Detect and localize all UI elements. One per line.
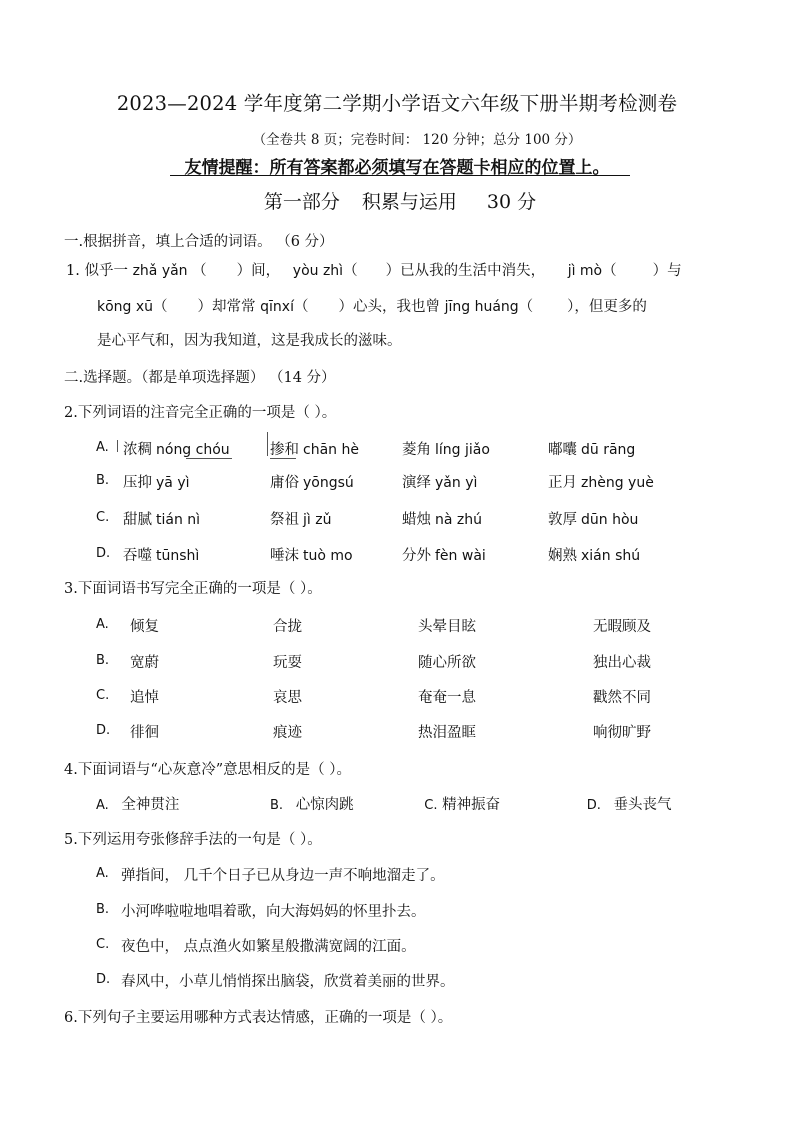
section-name: 第一部分 — [263, 191, 340, 213]
q4-option-c[interactable]: 精神振奋 — [442, 797, 501, 813]
word-pinyin: líng jiǎo — [435, 442, 490, 458]
q3-word: 戳然不同 — [593, 690, 651, 706]
word-hanzi: 压抑 — [123, 475, 152, 491]
q3-word: 独出心裁 — [593, 655, 651, 671]
q2-option-letter[interactable]: A. — [96, 440, 109, 455]
q3-option-letter[interactable]: A. — [96, 617, 109, 632]
q3-word: 徘徊 — [130, 725, 159, 741]
scan-underline — [270, 458, 296, 459]
q3-word: 追悼 — [130, 690, 159, 706]
q1-line-1 — [66, 259, 682, 280]
q2-word-item — [270, 438, 359, 459]
word-pinyin: yǎn yì — [435, 475, 478, 491]
blank-close: ），但更多的 — [567, 299, 647, 315]
word-pinyin: tūnshì — [156, 548, 200, 564]
word-hanzi: 娴熟 — [548, 548, 577, 564]
word-hanzi: 庸俗 — [270, 475, 299, 491]
blank-close: ）间， — [236, 263, 281, 279]
q3-stem: 3.下面词语书写完全正确的一项是（ ）。 — [64, 581, 322, 597]
q2-option-letter[interactable]: D. — [96, 546, 111, 561]
word-hanzi: 敦厚 — [548, 512, 577, 528]
q2-word-item — [270, 508, 331, 529]
blank-close: ）心头，我也曾 — [338, 299, 440, 315]
section-heading — [0, 187, 794, 214]
section-topic: 积累与运用 — [361, 191, 457, 213]
q2-word-item — [548, 544, 640, 565]
q3-word: 哀思 — [273, 690, 302, 706]
q5-option-text[interactable]: 小河哗啦啦地唱着歌，向大海妈妈的怀里扑去。 — [121, 904, 426, 920]
q2-word-item — [123, 544, 199, 565]
word-hanzi: 嘟囔 — [548, 442, 577, 458]
q3-option-letter[interactable]: C. — [96, 688, 110, 703]
word-pinyin: nóng chóu — [156, 442, 230, 458]
q2-word-item — [123, 508, 200, 529]
word-hanzi: 甜腻 — [123, 512, 152, 528]
q3-word: 倾复 — [130, 619, 159, 635]
option-letter-b: B. — [270, 798, 284, 813]
word-pinyin: jì zǔ — [303, 512, 332, 528]
q1-heading: 一.根据拼音，填上合适的词语。 （6 分） — [64, 234, 334, 250]
friendly-reminder: 友情提醒：所有答案都必须填写在答题卡相应的位置上。 — [184, 158, 610, 178]
blank-close: ）与 — [652, 263, 682, 279]
blank-open: （ — [602, 263, 617, 279]
pinyin-jing-huang: jīng huáng — [444, 299, 519, 315]
q2-word-item — [402, 544, 486, 565]
q2-word-item — [402, 508, 482, 529]
pinyin-zha-yan: zhǎ yǎn — [132, 263, 188, 279]
reminder-underline — [170, 175, 630, 176]
word-hanzi: 掺和 — [270, 442, 299, 458]
q5-option-letter[interactable]: C. — [96, 937, 110, 952]
word-pinyin: yā yì — [156, 475, 190, 491]
q3-word: 合拢 — [273, 619, 302, 635]
q5-option-text[interactable]: 弹指间， 几千个日子已从身边一声不响地溜走了。 — [121, 868, 445, 884]
word-pinyin: nà zhú — [435, 512, 482, 528]
q2-word-item — [270, 544, 353, 565]
q3-word: 玩耍 — [273, 655, 302, 671]
q3-word: 奄奄一息 — [418, 690, 476, 706]
blank-close: ）却常常 — [197, 299, 256, 315]
word-pinyin: zhèng yuè — [581, 475, 654, 491]
q2-word-item — [402, 471, 477, 492]
word-pinyin: tián nì — [156, 512, 201, 528]
word-hanzi: 吞噬 — [123, 548, 152, 564]
exam-title: 2023—2024 学年度第二学期小学语文六年级下册半期考检测卷 — [116, 92, 678, 115]
scan-underline — [186, 458, 232, 459]
q1-line-2 — [97, 295, 647, 316]
word-hanzi: 浓稠 — [123, 442, 152, 458]
q5-option-letter[interactable]: B. — [96, 902, 110, 917]
q2-word-item — [402, 438, 490, 459]
q4-option-b[interactable]: 心惊肉跳 — [295, 797, 354, 813]
q3-word: 宽蔚 — [130, 655, 159, 671]
option-letter-a: A. — [96, 798, 109, 813]
word-pinyin: dūn hòu — [581, 512, 639, 528]
q2-option-letter[interactable]: C. — [96, 510, 110, 525]
word-pinyin: xián shú — [581, 548, 641, 564]
word-pinyin: fèn wài — [435, 548, 486, 564]
word-pinyin: yōngsú — [303, 475, 354, 491]
q2-section-heading: 二.选择题。（都是单项选择题） （14 分） — [64, 370, 336, 386]
q3-option-letter[interactable]: B. — [96, 653, 110, 668]
q5-option-letter[interactable]: D. — [96, 972, 111, 987]
scan-mark — [117, 440, 118, 452]
q4-stem: 4.下面词语与“心灰意冷”意思相反的是（ ）。 — [64, 762, 352, 778]
q3-word: 头晕目眩 — [418, 619, 476, 635]
scan-mark — [267, 432, 268, 456]
option-letter-c: C. — [424, 798, 438, 813]
word-hanzi: 演绎 — [402, 475, 431, 491]
word-pinyin: tuò mo — [303, 548, 353, 564]
pinyin-qin-xi: qīnxí — [260, 299, 294, 315]
q3-word: 无暇顾及 — [593, 619, 651, 635]
q3-word: 响彻旷野 — [593, 725, 651, 741]
q4-options — [96, 793, 672, 814]
word-hanzi: 分外 — [402, 548, 431, 564]
q3-word: 随心所欲 — [418, 655, 476, 671]
q6-stem: 6.下列句子主要运用哪种方式表达情感，正确的一项是（ ）。 — [64, 1010, 453, 1026]
word-hanzi: 唾沫 — [270, 548, 299, 564]
pinyin-kong-xu: kōng xū — [97, 299, 154, 315]
q5-option-text[interactable]: 夜色中， 点点渔火如繁星般撒满宽阔的江面。 — [121, 939, 416, 955]
q1-line-3: 是心平气和，因为我知道，这是我成长的滋味。 — [97, 333, 402, 349]
q5-option-letter[interactable]: A. — [96, 866, 109, 881]
word-hanzi: 菱角 — [402, 442, 431, 458]
option-letter-d: D. — [586, 798, 601, 813]
q2-stem: 2.下列词语的注音完全正确的一项是（ ）。 — [64, 405, 337, 421]
q4-option-d[interactable]: 垂头丧气 — [613, 797, 672, 813]
word-hanzi: 蜡烛 — [402, 512, 431, 528]
blank-close: ）已从我的生活中消失， — [385, 263, 546, 279]
q2-word-item — [548, 471, 654, 492]
pinyin-ji-mo: jì mò — [567, 263, 603, 279]
exam-subtitle: （全卷共 8 页；完卷时间： 120 分钟；总分 100 分） — [252, 132, 582, 148]
q1-line1-lead: 1. 似乎一 — [66, 263, 128, 279]
word-hanzi: 正月 — [548, 475, 577, 491]
q2-word-item — [270, 471, 354, 492]
word-pinyin: dū rāng — [581, 442, 636, 458]
section-score: 30 分 — [486, 191, 537, 213]
q5-option-text[interactable]: 春风中，小草儿悄悄探出脑袋，欣赏着美丽的世界。 — [121, 974, 455, 990]
q2-word-item — [123, 471, 190, 492]
q3-word: 热泪盈眶 — [418, 725, 476, 741]
q2-option-letter[interactable]: B. — [96, 473, 110, 488]
q5-stem: 5.下列运用夸张修辞手法的一句是（ ）。 — [64, 832, 322, 848]
blank-open: （ — [518, 299, 534, 315]
word-hanzi: 祭祖 — [270, 512, 299, 528]
q2-word-item — [123, 438, 230, 459]
q4-option-a[interactable]: 全神贯注 — [121, 797, 180, 813]
blank-open: （ — [153, 299, 168, 315]
blank-open: （ — [192, 263, 207, 279]
blank-open: （ — [343, 263, 358, 279]
pinyin-you-zhi: yòu zhì — [292, 263, 344, 279]
q2-word-item — [548, 438, 635, 459]
q3-option-letter[interactable]: D. — [96, 723, 111, 738]
blank-open: （ — [293, 299, 309, 315]
q3-word: 痕迹 — [273, 725, 302, 741]
q2-word-item — [548, 508, 638, 529]
word-pinyin: chān hè — [303, 442, 359, 458]
